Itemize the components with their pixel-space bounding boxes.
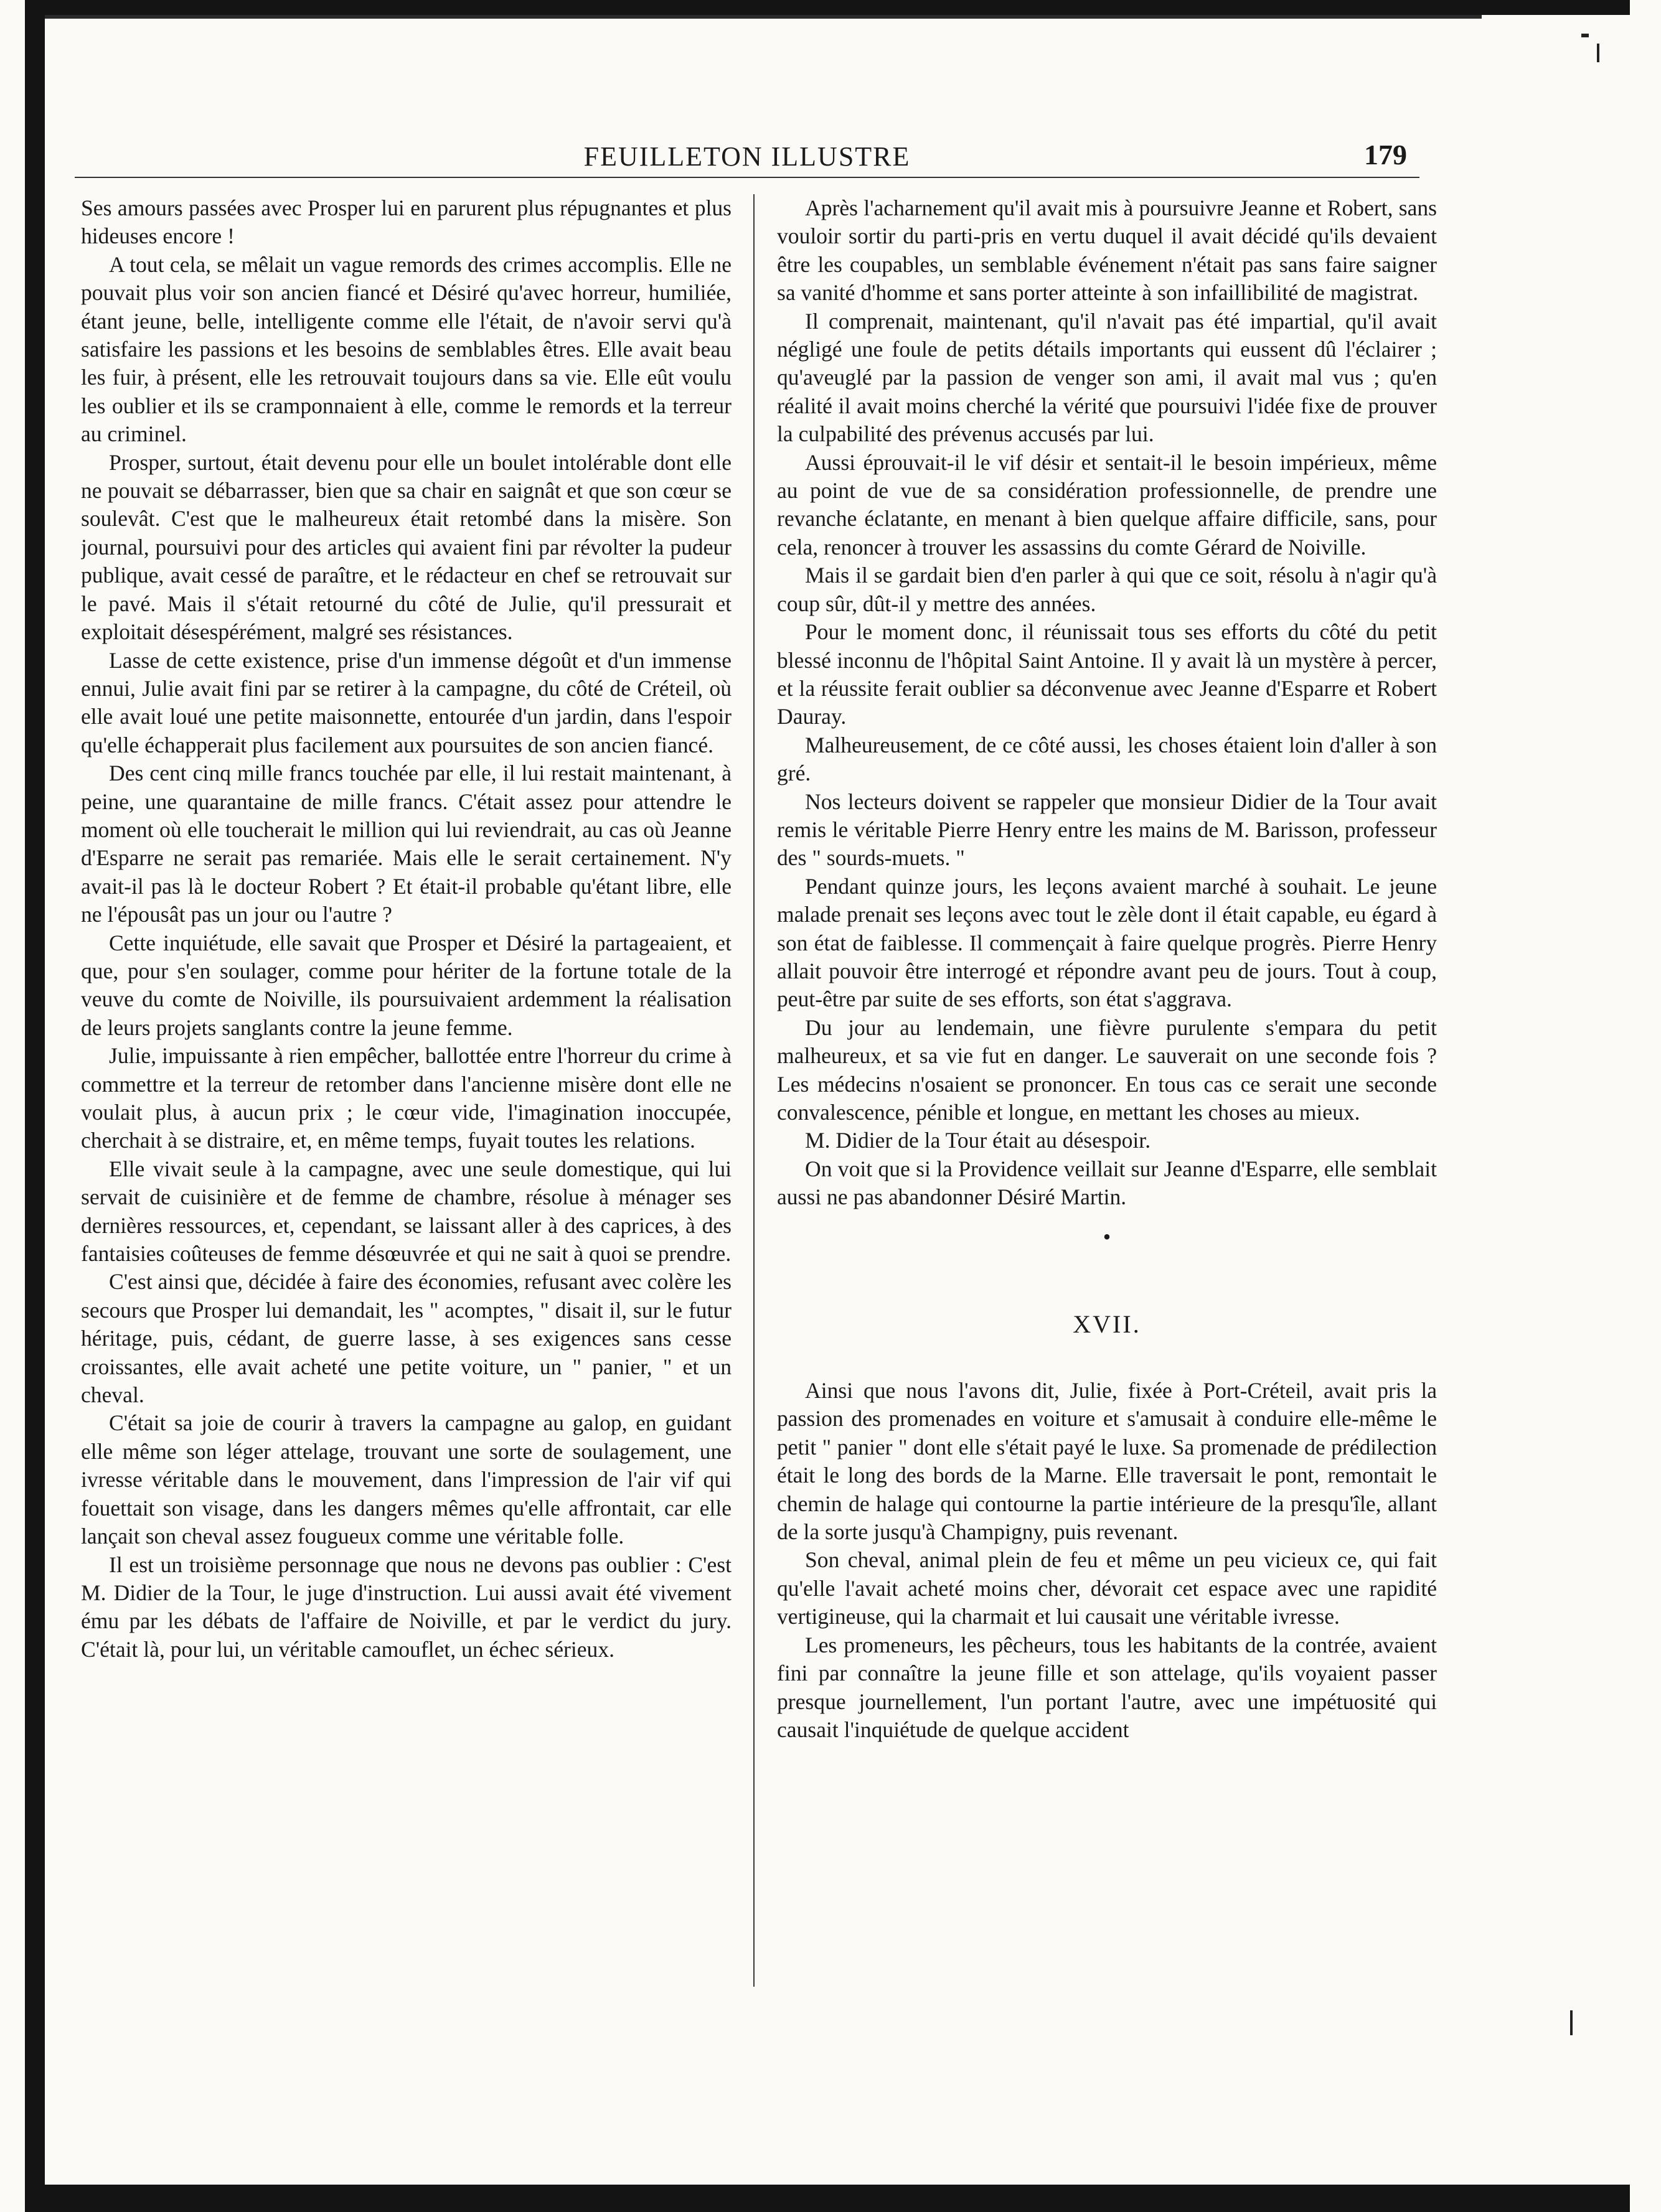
paragraph: A tout cela, se mêlait un vague remords des crimes accomplis. Elle ne pouvait plus voir son ancien fiancé et Désiré qu'avec horreur, humiliée, étant jeune, belle, intelligente comme elle l'était, de n'avoir servi qu'à satisfaire les passions et les besoins de semblables êtres. Elle avait beau les fuir, à présent, elle les retrouvait toujours dans sa vie. Elle eût voulu les oublier et ils se cramponnaient à elle, comme le remords et la terreur au criminel. (81, 251, 732, 447)
paragraph: Pendant quinze jours, les leçons avaient marché à souhait. Le jeune malade prenait ses leçons avec tout le zèle dont il était capable, eu égard à son état de faiblesse. Il commençait à faire quelque progrès. Pierre Henry allait pouvoir être interrogé et répondre avant peu de jours. Tout à coup, peut-être par suite de ses efforts, son état s'aggrava. (777, 873, 1437, 1012)
paragraph: M. Didier de la Tour était au désespoir. (805, 1128, 1151, 1153)
paragraph: Il comprenait, maintenant, qu'il n'avait pas été impartial, qu'il avait négligé une foule de petits détails importants qui eussent dû l'éclairer ; qu'aveuglé par la passion de venger son ami, il avait mal vus ; qu'en réalité il avait moins cherché la vérité que poursuivi l'idée fixe de prouver la culpabilité des prévenus accusés par lui. (777, 308, 1437, 447)
separator-bullet: • (1103, 1224, 1111, 1249)
column-rule (753, 194, 755, 1987)
paragraph: Malheureusement, de ce côté aussi, les choses étaient loin d'aller à son gré. (777, 732, 1437, 786)
left-column (81, 194, 732, 2167)
paragraph: Pour le moment donc, il réunissait tous ses efforts du côté du petit blessé inconnu de l'hôpital Saint Antoine. Il y avait là un mystère à percer, et la réussite ferait oublier sa déconvenue avec Jeanne d'Esparre et Robert Dauray. (777, 619, 1437, 729)
paragraph: Elle vivait seule à la campagne, avec une seule domestique, qui lui servait de cuisinière et de femme de chambre, résolue à ménager ses dernières ressources, et, cependant, se laissant aller à des caprices, à des fantaisies coûteuses de femme désœuvrée et qui ne sait à quoi se prendre. (81, 1156, 732, 1267)
scan-border-left (25, 0, 45, 2212)
paragraph: Son cheval, animal plein de feu et même un peu vicieux ce, qui fait qu'elle l'avait acheté moins cher, dévorait cet espace avec une rapidité vertigineuse, qui la charmait et lui causait une véritable ivresse. (777, 1547, 1437, 1629)
paragraph: Julie, impuissante à rien empêcher, ballottée entre l'horreur du crime à commettre et la terreur de retomber dans l'ancienne misère dont elle ne voulait plus, à aucun prix ; le cœur vide, l'imagination inoccupée, cherchait à se distraire, et, en même temps, fuyait toutes les relations. (81, 1043, 732, 1153)
scan-border-bottom (25, 2185, 1630, 2212)
paragraph: On voit que si la Providence veillait sur Jeanne d'Esparre, elle semblait aussi ne pas abandonner Désiré Martin. (777, 1156, 1437, 1210)
scan-speck (1581, 34, 1589, 37)
scan-speck (1570, 2010, 1573, 2035)
scan-border-top (25, 0, 1630, 15)
paragraph: Prosper, surtout, était devenu pour elle un boulet intolérable dont elle ne pouvait se débarrasser, bien que sa chair en saignât et que son cœur se soulevât. C'est que le malheureux était retombé dans la misère. Son journal, poursuivi pour des articles qui avaient fini par révolter la pudeur publique, avait cessé de paraître, et le rédacteur en chef se retrouvait sur le pavé. Mais il s'était retourné du côté de Julie, qu'il pressurait et exploitait désespérément, malgré ses résistances. (81, 449, 732, 645)
chapter-heading: XVII. (1073, 1310, 1141, 1338)
paragraph: Les promeneurs, les pêcheurs, tous les habitants de la contrée, avaient fini par connaître la jeune fille et son attelage, qu'ils voyaient passer presque journellement, l'un portant l'autre, avec une impétuosité qui causait l'inquiétude de quelque accident (777, 1632, 1437, 1742)
paragraph: C'est ainsi que, décidée à faire des économies, refusant avec colère les secours que Prosper lui demandait, les " acomptes, " disait il, sur le futur héritage, puis, cédant, de guerre lasse, à ses exigences sans cesse croissantes, elle avait acheté une petite voiture, un " panier, " et un cheval. (81, 1269, 732, 1408)
running-title: FEUILLETON ILLUSTRE (583, 141, 911, 172)
paragraph: C'était sa joie de courir à travers la campagne au galop, en guidant elle même son léger attelage, trouvant une sorte de soulagement, une ivresse véritable dans le mouvement, dans l'impression de l'air vif qui fouettait son visage, dans les dangers mêmes qu'elle affrontait, car elle lançait son cheval assez fougueux comme une véritable folle. (81, 1410, 732, 1549)
scan-speck (1597, 44, 1599, 62)
paragraph: Il est un troisième personnage que nous ne devons pas oublier : C'est M. Didier de la Tour, le juge d'instruction. Lui aussi avait été vivement ému par les débats de l'affaire de Noiville, et par le verdict du jury. C'était là, pour lui, un véritable camouflet, un échec sérieux. (81, 1552, 732, 1662)
paragraph: Ainsi que nous l'avons dit, Julie, fixée à Port-Créteil, avait pris la passion des promenades en voiture et s'amusait à conduire elle-même le petit " panier " dont elle s'était payé le luxe. Sa promenade de prédilection était le long des bords de la Marne. Elle traversait le pont, remontait le chemin de halage qui contourne la partie intérieure de la presqu'île, allant de la sorte jusqu'à Champigny, puis revenant. (777, 1378, 1437, 1545)
paragraph: Nos lecteurs doivent se rappeler que monsieur Didier de la Tour avait remis le véritable Pierre Henry entre les mains de M. Barisson, professeur des " sourds-muets. " (777, 789, 1437, 871)
paragraph: Lasse de cette existence, prise d'un immense dégoût et d'un immense ennui, Julie avait fini par se retirer à la campagne, du côté de Créteil, où elle avait loué une petite maisonnette, entourée d'un jardin, dans l'espoir qu'elle échapperait plus facilement aux poursuites de son ancien fiancé. (81, 647, 732, 757)
running-header (75, 138, 1419, 178)
page-number: 179 (1364, 139, 1407, 171)
right-column (777, 194, 1437, 2167)
paragraph: Ses amours passées avec Prosper lui en parurent plus répugnantes et plus hideuses encore ! (81, 195, 732, 249)
paragraph: Du jour au lendemain, une fièvre purulente s'empara du petit malheureux, et sa vie fut en danger. Le sauverait on une seconde fois ? Les médecins n'osaient se prononcer. En tous cas ce serait une seconde convalescence, pénible et longue, en mettant les choses au mieux. (777, 1015, 1437, 1125)
paragraph: Cette inquiétude, elle savait que Prosper et Désiré la partageaient, et que, pour s'en soulager, comme pour hériter de la fortune totale de la veuve du comte de Noiville, ils poursuivaient ardemment la réalisation de leurs projets sanglants contre la jeune femme. (81, 930, 732, 1040)
paragraph: Aussi éprouvait-il le vif désir et sentait-il le besoin impérieux, même au point de vue de sa considération professionnelle, de prendre une revanche éclatante, en menant à bien quelque affaire difficile, sans, pour cela, renoncer à trouver les assassins du comte Gérard de Noiville. (777, 449, 1437, 560)
paragraph: Des cent cinq mille francs touchée par elle, il lui restait maintenant, à peine, une quarantaine de mille francs. C'était assez pour attendre le moment où elle toucherait le million qui lui reviendrait, au cas où Jeanne d'Esparre ne serait pas remariée. Mais elle le serait certainement. N'y avait-il pas là le docteur Robert ? Et était-il probable qu'étant libre, elle ne l'épousât pas un jour ou l'autre ? (81, 761, 732, 927)
paragraph: Après l'acharnement qu'il avait mis à poursuivre Jeanne et Robert, sans vouloir sortir du parti-pris en vertu duquel il avait décidé qu'ils devaient être les coupables, un semblable événement n'était pas sans faire saigner sa vanité d'homme et sans porter atteinte à son infaillibilité de magistrat. (777, 195, 1437, 306)
scan-border-top-inner (25, 15, 1482, 19)
paragraph: Mais il se gardait bien d'en parler à qui que ce soit, résolu à n'agir qu'à coup sûr, dût-il y mettre des années. (777, 563, 1437, 616)
